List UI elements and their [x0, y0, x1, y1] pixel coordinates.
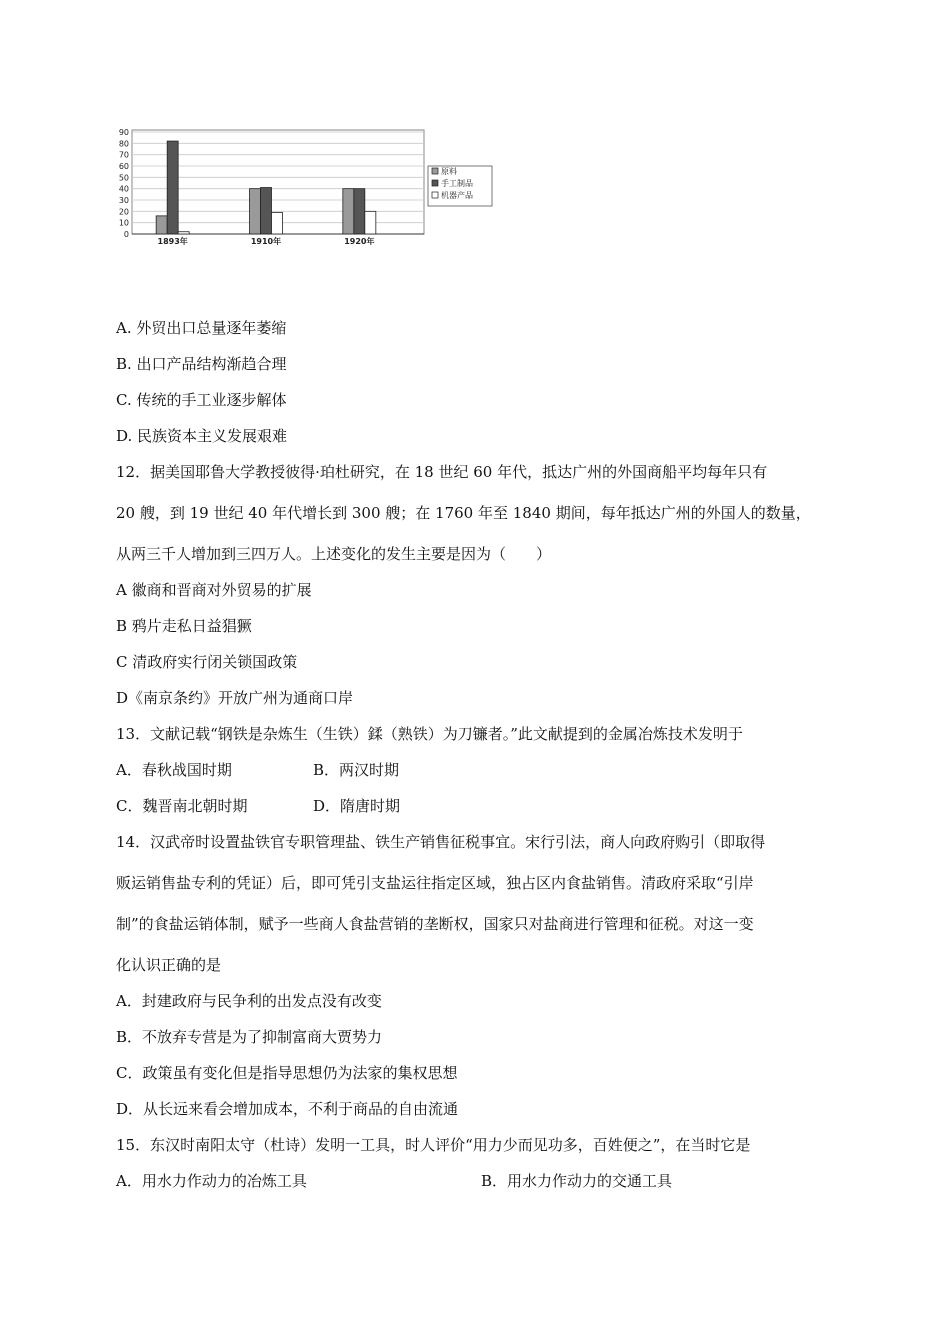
q14-option-d: D．从长远来看会增加成本，不利于商品的自由流通	[116, 1100, 459, 1118]
q12-option-b: B 鸦片走私日益猖獗	[116, 617, 252, 635]
y-tick-label: 30	[118, 196, 129, 205]
bar-2-0	[178, 232, 189, 234]
legend-label-2: 机器产品	[441, 191, 473, 200]
y-tick-label: 80	[118, 139, 129, 149]
y-tick-label: 60	[118, 162, 129, 171]
bar-0-1	[250, 189, 261, 234]
q13-option-c: C．魏晋南北朝时期	[116, 797, 248, 815]
q12-option-d: D《南京条约》开放广州为通商口岸	[116, 689, 354, 707]
q14-stem-line-1: 14．汉武帝时设置盐铁官专职管理盐、铁生产销售征税事宜。宋行引法，商人向政府购引（即取得	[116, 833, 766, 851]
q14-option-c: C．政策虽有变化但是指导思想仍为法家的集权思想	[116, 1064, 458, 1082]
q13-option-a: A．春秋战国时期	[116, 761, 232, 779]
q14-option-a: A．封建政府与民争利的出发点没有改变	[116, 992, 382, 1010]
bar-2-2	[365, 211, 376, 234]
q14-stem-line-3: 制”的食盐运销体制，赋予一些商人食盐营销的垄断权，国家只对盐商进行管理和征税。对这一变	[116, 915, 754, 933]
q14-stem-line-4: 化认识正确的是	[116, 956, 222, 974]
q13-stem: 13．文献记载“钢铁是杂炼生（生铁）鍒（熟铁）为刀镰者。”此文献提到的金属冶炼技术发明于	[116, 725, 743, 743]
q12-option-c: C 清政府实行闭关锁国政策	[116, 653, 298, 671]
y-tick-label: 70	[118, 150, 129, 160]
q14-stem-line-2: 贩运销售盐专利的凭证）后，即可凭引支盐运往指定区域，独占区内食盐销售。清政府采取“引岸	[116, 874, 754, 892]
x-tick-label: 1920年	[344, 237, 375, 246]
legend-swatch-1	[432, 180, 438, 186]
q12-stem-line-3: 从两三千人增加到三四万人。上述变化的发生主要是因为（ ）	[116, 545, 552, 563]
q11-option-d: D. 民族资本主义发展艰难	[116, 427, 288, 445]
q11-option-c: C. 传统的手工业逐步解体	[116, 391, 287, 409]
q12-stem-line-1: 12．据美国耶鲁大学教授彼得·珀杜研究，在 18 世纪 60 年代，抵达广州的外国商船平均每年只有	[116, 463, 768, 481]
q13-option-d: D．隋唐时期	[313, 797, 401, 815]
q11-option-a: A. 外贸出口总量逐年萎缩	[116, 319, 287, 337]
bar-0-2	[343, 189, 354, 234]
x-tick-label: 1910年	[250, 237, 282, 246]
q14-option-b: B．不放弃专营是为了抑制富商大贾势力	[116, 1028, 383, 1046]
y-tick-label: 0	[123, 230, 129, 239]
q12-option-a: A 徽商和晋商对外贸易的扩展	[116, 581, 312, 599]
legend-label-0: 原料	[441, 167, 457, 176]
legend-swatch-2	[432, 192, 438, 198]
q13-option-b: B．两汉时期	[313, 761, 400, 779]
q11-option-b: B. 出口产品结构渐趋合理	[116, 355, 287, 373]
y-tick-label: 10	[118, 218, 129, 228]
q15-stem: 15．东汉时南阳太守（杜诗）发明一工具，时人评价“用力少而见功多，百姓便之”，在当时它是	[116, 1136, 751, 1154]
y-tick-label: 20	[118, 207, 129, 217]
q12-stem-line-2: 20 艘，到 19 世纪 40 年代增长到 300 艘；在 1760 年至 1840 期间，每年抵达广州的外国人的数量，	[116, 504, 811, 522]
y-tick-label: 50	[118, 173, 129, 183]
legend-swatch-0	[432, 168, 438, 174]
bar-2-1	[272, 212, 283, 234]
export-structure-chart	[116, 124, 496, 250]
q15-option-b: B．用水力作动力的交通工具	[481, 1172, 673, 1190]
q15-option-a: A．用水力作动力的冶炼工具	[116, 1172, 307, 1190]
bar-1-0	[167, 141, 178, 234]
bar-chart-svg	[116, 124, 496, 250]
bar-1-2	[354, 189, 365, 234]
y-tick-label: 40	[118, 184, 129, 194]
bar-0-0	[156, 216, 167, 234]
y-tick-label: 90	[118, 128, 129, 137]
bar-1-1	[261, 188, 272, 234]
x-tick-label: 1893年	[157, 237, 188, 246]
legend-label-1: 手工制品	[441, 179, 473, 188]
